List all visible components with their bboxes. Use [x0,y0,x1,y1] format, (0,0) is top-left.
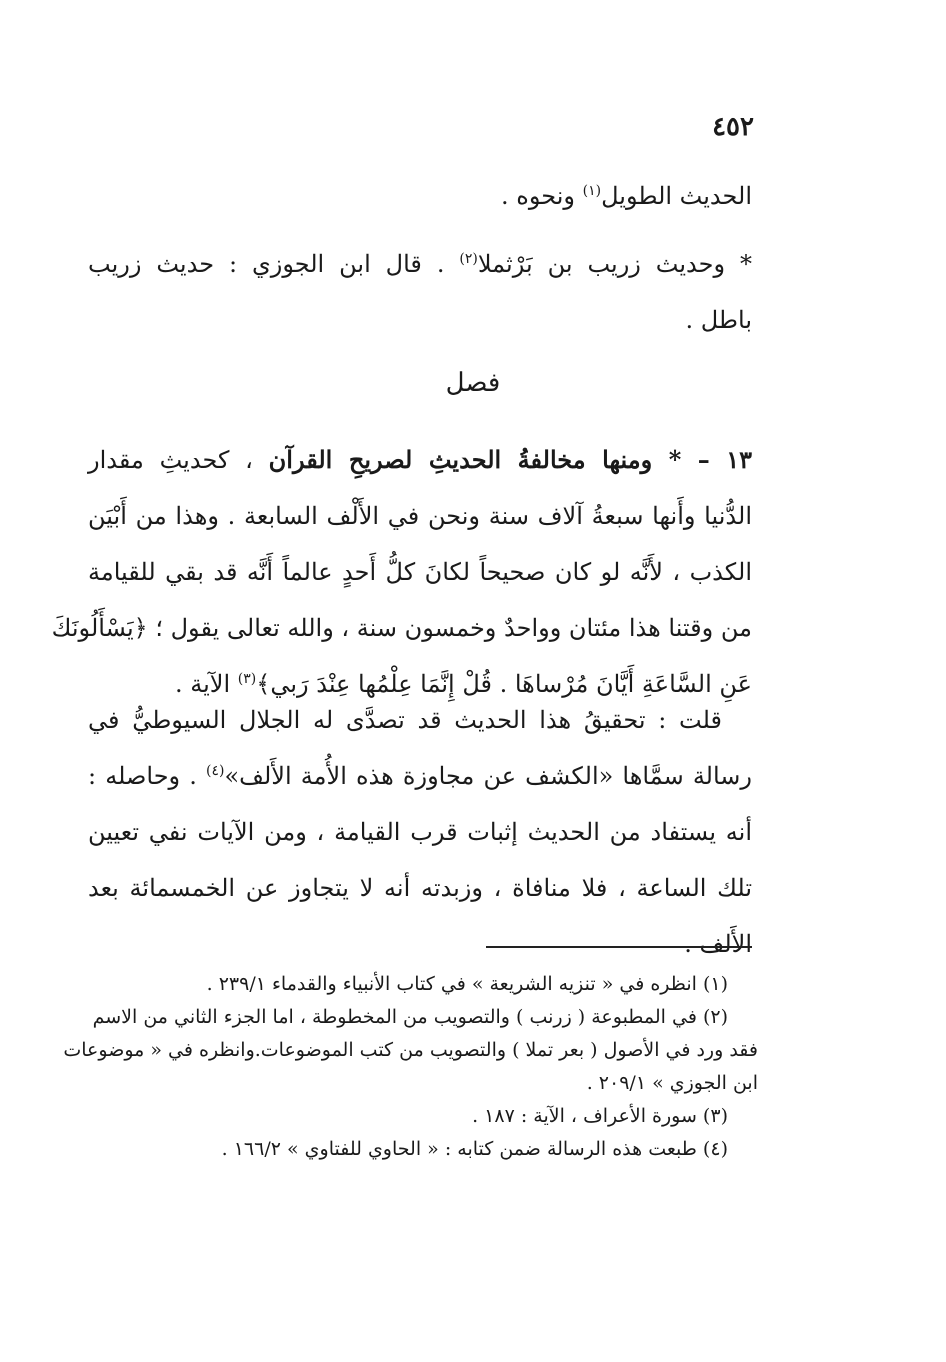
footnote-2-continued: ابن الجوزي » ٢٠٩/١ . [586,1072,758,1094]
zarib-text: . قال ابن الجوزي : حديث زريب [88,250,460,278]
footnote-marker-1: (١) [582,183,602,199]
comment-line-3: أنه يستفاد من الحديث إثبات قرب القيامة ، ومن الآيات نفي تعيين [88,818,752,846]
item-13-line-3: الكذب ، لأَنَّه لو كان صحيحاً لكانَ كلُّ أَحدٍ عالماً أَنَّه قد بقي للقيامة [88,558,752,586]
section-title: فصل [445,368,501,398]
comment-text: رسالة سمَّاها «الكشف عن مجاوزة هذه الأُمة الأَلف» [224,762,753,790]
footnote-4: (٤) طبعت هذه الرسالة ضمن كتابه : « الحاوي للفتاوي » ١٦٦/٢ . [221,1138,728,1160]
footnote-divider [486,946,752,948]
zarib-line-2: باطل . [685,306,752,334]
footnote-1: (١) انظره في « تنزيه الشريعة » في كتاب الأنبياء والقدماء ٢٣٩/١ . [206,973,728,995]
zarib-line-1 [88,236,752,292]
intro-text: ونحوه . [501,182,583,210]
comment-text: . وحاصله : [88,762,206,790]
footnote-marker-2: (٢) [459,251,478,267]
item-13-line-4: من وقتنا هذا مئتان وواحدٌ وخمسون سنة ، والله تعالى يقول ؛ ﴿يَسْأَلُونَكَ [51,614,752,642]
footnote-marker-4: (٤) [206,763,225,779]
intro-line-1 [88,168,752,224]
footnote-2-continued: فقد ورد في الأصول ( بعر تملا ) والتصويب من كتب الموضوعات.وانظره في « موضوعات [63,1039,758,1061]
footnote-marker-3: (٣) [237,671,257,687]
item-13-line-2: الدُّنيا وأَنها سبعةُ آلاف سنة ونحن في الأَلْف السابعة . وهذا من أَبْيَن [88,502,752,530]
item-13-text: الآية . [174,670,238,698]
comment-paragraph [88,692,752,972]
footnote-2: (٢) في المطبوعة ( زرنب ) والتصويب من المخطوطة ، اما الجزء الثاني من الاسم [92,1006,728,1028]
comment-line-4: تلك الساعة ، فلا منافاة ، وزبدته أنه لا يتجاوز عن الخمسمائة بعد [88,874,752,902]
intro-paragraph [88,168,752,224]
item-13-line-1 [88,432,752,488]
comment-line-5: الأَلف . [684,930,752,958]
item-13-text: ، كحديثِ مقدار [88,446,269,474]
zarib-paragraph [88,236,752,348]
zarib-text: * وحديث زريب بن بَرْثملا [477,250,752,278]
item-13-paragraph [51,432,753,712]
footnotes [63,968,758,1166]
page-number: ٤٥٢ [712,112,754,142]
comment-line-1: قلت : تحقيقُ هذا الحديث قد تصدَّى له الجلال السيوطيُّ في [88,706,722,734]
comment-line-2 [88,748,752,804]
item-13-heading: ١٣ – * ومنها مخالفةُ الحديثِ لصريحِ القرآن [268,445,753,474]
quran-verse: عَنِ السَّاعَةِ أَيَّانَ مُرْساهَا . قُلْ إِنَّمَا عِلْمُها عِنْدَ رَبي﴾ [256,670,752,698]
footnote-3: (٣) سورة الأعراف ، الآية : ١٨٧ . [472,1105,728,1127]
intro-text: الحديث الطويل [601,182,752,210]
